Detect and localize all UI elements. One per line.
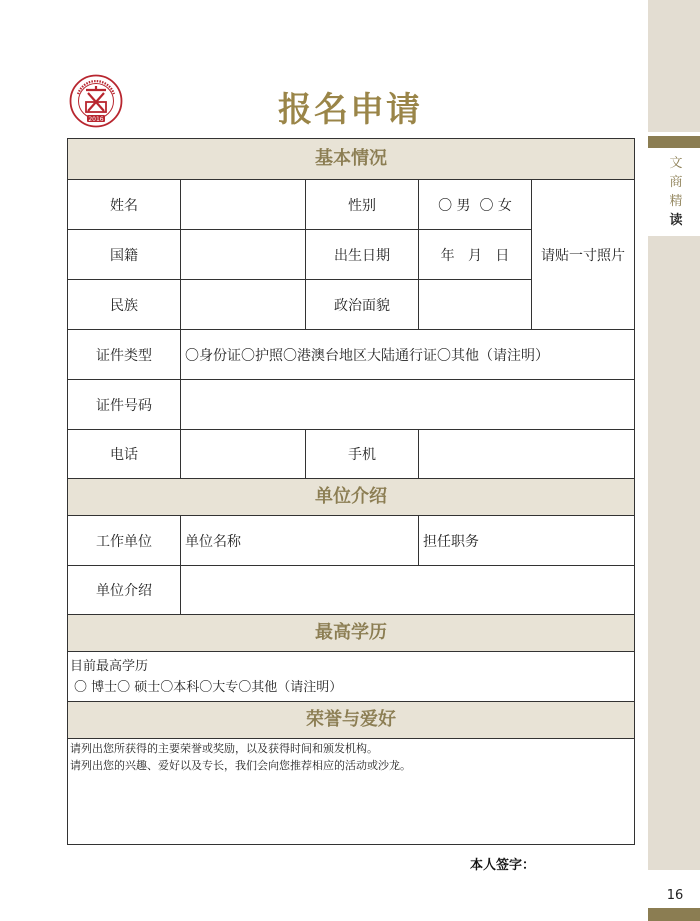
ethnicity-field[interactable] — [181, 280, 305, 329]
sidebar-char: 读 — [669, 213, 683, 228]
honors-note: 请列出您所获得的主要荣誉或奖励，以及获得时间和颁发机构。 — [70, 742, 378, 755]
sidebar-char: 精 — [669, 194, 683, 209]
id-number-label: 证件号码 — [96, 397, 152, 414]
mobile-label: 手机 — [348, 447, 376, 463]
birth-date-field[interactable]: 年 月 日 — [440, 247, 510, 264]
birth-date-label: 出生日期 — [334, 247, 390, 264]
gender-options[interactable]: 〇 男 〇 女 — [438, 197, 512, 214]
company-intro-field[interactable] — [181, 566, 634, 614]
id-type-options[interactable]: 〇身份证〇护照〇港澳台地区大陆通行证〇其他（请注明） — [185, 347, 549, 364]
id-type-label: 证件类型 — [96, 347, 152, 364]
page-title: 报名申请 — [278, 90, 422, 130]
sidebar-vertical-title — [668, 154, 684, 230]
political-status-field[interactable] — [419, 280, 531, 329]
page-number: 16 — [666, 888, 684, 903]
education-options[interactable]: 〇 博士〇 硕士〇本科〇大专〇其他（请注明） — [74, 680, 343, 695]
nationality-field[interactable] — [181, 230, 305, 279]
work-unit-label: 工作单位 — [96, 533, 152, 550]
education-current-label: 目前最高学历 — [70, 659, 149, 674]
phone-field[interactable] — [181, 430, 305, 478]
mobile-field[interactable] — [419, 430, 634, 478]
wenshang-logo-icon — [69, 74, 123, 128]
company-intro-label: 单位介绍 — [96, 583, 152, 599]
logo-year: 2016 — [88, 116, 104, 123]
nationality-label: 国籍 — [110, 247, 138, 264]
sidebar-footer-bar — [648, 908, 700, 921]
gender-label: 性别 — [348, 197, 376, 214]
honors-hobbies-field[interactable] — [68, 775, 634, 843]
section-header-employer: 单位介绍 — [68, 479, 634, 516]
name-label: 姓名 — [110, 197, 138, 214]
position-field[interactable]: 担任职务 — [423, 533, 479, 550]
political-status-label: 政治面貌 — [334, 297, 390, 314]
section-header-education: 最高学历 — [68, 615, 634, 652]
sidebar-accent-bar — [648, 136, 700, 148]
ethnicity-label: 民族 — [110, 297, 138, 314]
application-form — [67, 138, 635, 845]
company-name-field[interactable]: 单位名称 — [185, 533, 241, 550]
name-field[interactable] — [181, 180, 305, 229]
sidebar-top-panel — [648, 0, 700, 132]
id-number-field[interactable] — [181, 380, 634, 429]
sidebar-char: 文 — [669, 156, 683, 171]
phone-label: 电话 — [110, 447, 138, 463]
sidebar-bottom-panel — [648, 236, 700, 870]
section-header-honors: 荣誉与爱好 — [68, 702, 634, 739]
signature-label: 本人签字： — [470, 858, 536, 873]
section-header-basic: 基本情况 — [68, 139, 634, 180]
hobbies-note: 请列出您的兴趣、爱好以及专长，我们会向您推荐相应的活动或沙龙。 — [70, 759, 411, 772]
sidebar-char: 商 — [669, 175, 683, 190]
photo-placeholder[interactable]: 请贴一寸照片 — [541, 247, 625, 264]
